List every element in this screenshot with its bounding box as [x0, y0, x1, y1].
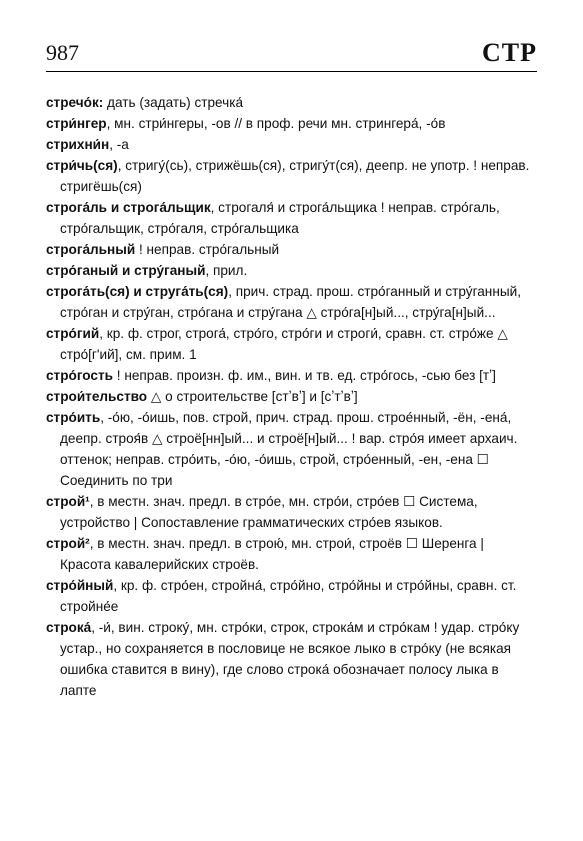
entry-headword: строй² [46, 536, 90, 551]
section-header: СТР [482, 38, 537, 67]
entry-text: ! неправ. стро́гальный [135, 242, 280, 257]
dictionary-entry [46, 323, 537, 365]
dictionary-entry [46, 92, 537, 113]
entry-text: , в местн. знач. предл. в строю́, мн. строи́, строёв ☐ Шеренга | Красота кавалерийских строёв. [60, 536, 484, 572]
dictionary-entry [46, 113, 537, 134]
dictionary-entry [46, 617, 537, 701]
dictionary-entry [46, 260, 537, 281]
entry-text: , стригу́(сь), стрижёшь(ся), стригу́т(ся), деепр. не употр. ! неправ. стригёшь(ся) [60, 158, 530, 194]
page-number: 987 [46, 40, 79, 65]
entry-headword: строй¹ [46, 494, 90, 509]
entry-text: △ о строительстве [стʼвʼ] и [сʼтʼвʼ] [147, 389, 358, 404]
dictionary-entry [46, 386, 537, 407]
dictionary-entry [46, 575, 537, 617]
entry-headword: строга́ль и строга́льщик [46, 200, 211, 215]
entry-headword: строга́ть(ся) и струга́ть(ся) [46, 284, 229, 299]
entry-headword: строга́льный [46, 242, 136, 257]
entry-text: , -а [109, 137, 129, 152]
dictionary-entry [46, 407, 537, 491]
entry-text: , прил. [205, 263, 248, 278]
entry-headword: стрихни́н [46, 137, 110, 152]
dictionary-entry [46, 155, 537, 197]
entry-text: , кр. ф. строг, строга́, стро́го, стро́ги и строги́, сравн. ст. стро́же △ стро́[г'ий], см. прим. 1 [60, 326, 508, 362]
entry-text: дать (задать) стречка́ [103, 95, 244, 110]
entry-headword: стро́ганый и стру́ганый [46, 263, 206, 278]
dictionary-entry [46, 365, 537, 386]
entry-text: , прич. страд. прош. стро́ганный и стру́ганный, стро́ган и стру́ган, стро́гана и стру́гана △ стро́га[н]ый..., стру́га[н]ый... [60, 284, 521, 320]
entry-text: , -о́ю, -о́ишь, пов. строй, прич. страд. прош. строе́нный, -ён, -ена́, деепр. строя́в △ строё[нн]ый... и строё[н]ый... ! вар. стро́я имеет архаич. оттенок; неправ. стро́ить, -о́ю, -о́ишь, строй, стро́енный, -ен, -ена ☐ Соединить по три [60, 410, 518, 488]
dictionary-entry [46, 491, 537, 533]
dictionary-entry [46, 239, 537, 260]
dictionary-entry [46, 533, 537, 575]
entry-headword: стри́нгер [46, 116, 107, 131]
entry-text: , кр. ф. стро́ен, стройна́, стро́йно, стро́йны и стро́йны, сравн. ст. стройне́е [60, 578, 517, 614]
entry-text: , -и́, вин. строку́, мн. стро́ки, строк, строка́м и стро́кам ! удар. стро́ку устар., но сохраняется в пословице не всякое лыко в стро́ку (не всякая ошибка ставится в вину), где слово строка́ обозначает полосу лыка в лапте [60, 620, 520, 698]
entry-text: , в местн. знач. предл. в стро́е, мн. стро́и, стро́ев ☐ Система, устройство | Сопоставление грамматических стро́ев языков. [60, 494, 478, 530]
entry-text: , строгаля́ и строга́льщика ! неправ. стро́галь, стро́гальщик, стро́галя, стро́гальщика [60, 200, 500, 236]
dictionary-body [46, 92, 537, 701]
entry-headword: стро́ить [46, 410, 101, 425]
entry-headword: стречо́к: [46, 95, 104, 110]
entry-text: ! неправ. произн. ф. им., вин. и тв. ед. стро́гось, -сью без [тʼ] [113, 368, 496, 383]
dictionary-entry [46, 281, 537, 323]
entry-headword: стро́гий [46, 326, 100, 341]
dictionary-entry [46, 197, 537, 239]
dictionary-entry [46, 134, 537, 155]
entry-headword: строка́ [46, 620, 92, 635]
entry-headword: строи́тельство [46, 389, 148, 404]
entry-text: , мн. стри́нгеры, -ов // в проф. речи мн. стрингера́, -о́в [106, 116, 446, 131]
entry-headword: стри́чь(ся) [46, 158, 118, 173]
entry-headword: стро́йный [46, 578, 114, 593]
header-rule [46, 71, 537, 72]
entry-headword: стро́гость [46, 368, 114, 383]
